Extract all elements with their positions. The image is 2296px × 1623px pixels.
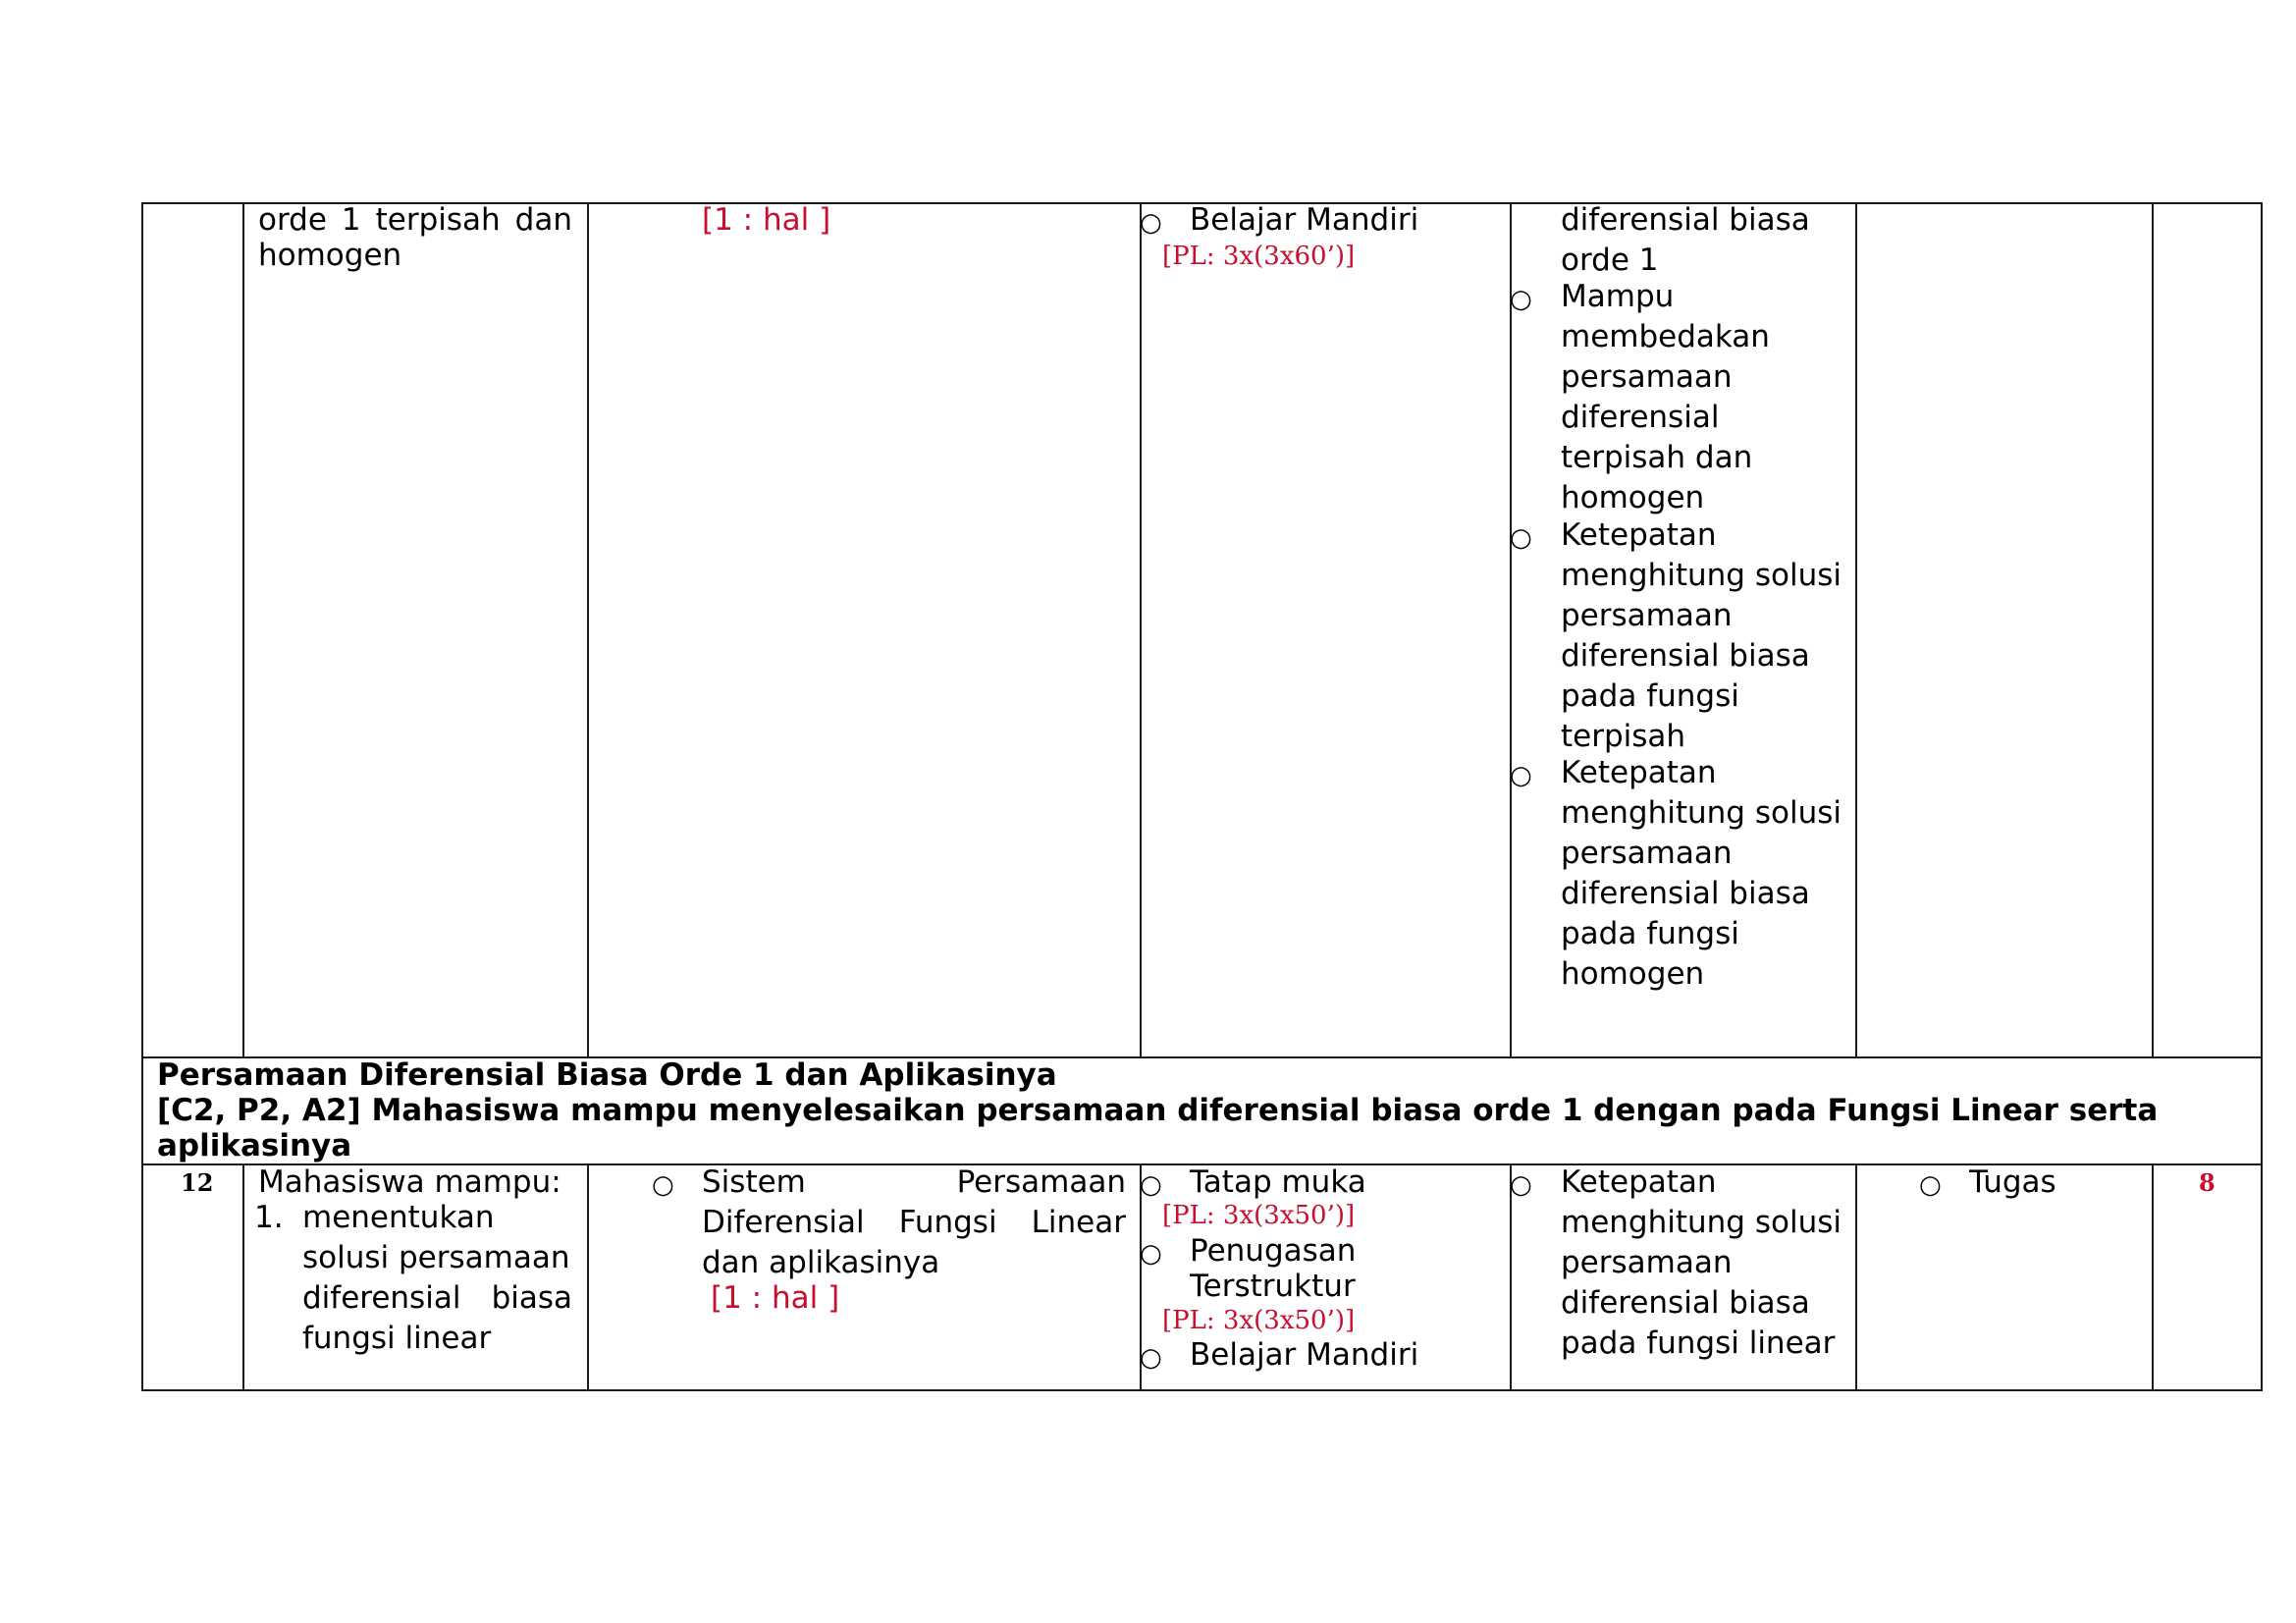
indicator-line: menghitung solusi (1561, 795, 1842, 831)
col3-line: Diferensial Fungsi Linear (702, 1205, 1126, 1240)
bullet-icon: ○ (1140, 1343, 1162, 1373)
indicator-line: Ketepatan (1561, 517, 1717, 553)
col-border (1510, 202, 1512, 1057)
indicator-line: homogen (1561, 956, 1705, 992)
indicator-line: persamaan (1561, 359, 1733, 395)
indicator-line: menghitung solusi (1561, 558, 1842, 593)
col2-intro: Mahasiswa mampu: (258, 1164, 561, 1200)
col-border (2152, 202, 2154, 1057)
bullet-icon: ○ (1140, 1239, 1162, 1269)
col-border (2152, 1163, 2154, 1390)
indicator-line: diferensial (1561, 400, 1720, 435)
indicator-line: diferensial biasa (1561, 1285, 1810, 1321)
col-border (242, 1163, 244, 1390)
indicator-line: diferensial biasa (1561, 638, 1810, 674)
activity-label: Terstruktur (1190, 1269, 1356, 1304)
indicator-line: membedakan (1561, 319, 1770, 354)
col2-line: solusi persamaan (302, 1240, 570, 1275)
pl-text: [PL: 3x(3x50’)] (1162, 1201, 1356, 1230)
list-number: 1. (254, 1200, 284, 1235)
col-border (242, 202, 244, 1057)
col2-line: diferensial biasa (302, 1280, 572, 1316)
bullet-icon: ○ (1510, 285, 1532, 314)
pl-text: [PL: 3x(3x60’)] (1162, 242, 1356, 271)
indicator-line: persamaan (1561, 1245, 1733, 1280)
indicator-line: diferensial biasa (1561, 876, 1810, 911)
col2-line: menentukan (302, 1200, 495, 1235)
col-border (1855, 202, 1857, 1057)
col2-line: homogen (258, 238, 402, 273)
col-border-left (141, 202, 143, 1391)
col2-line-justified: orde 1 terpisah dan (258, 202, 572, 238)
col3-line: dan aplikasinya (702, 1245, 940, 1280)
indicator-line: terpisah dan (1561, 440, 1753, 475)
bullet-icon: ○ (652, 1170, 674, 1200)
section-title: Persamaan Diferensial Biasa Orde 1 dan Aplikasinya (157, 1057, 1057, 1093)
col-border (587, 202, 589, 1057)
col2-line: fungsi linear (302, 1321, 492, 1356)
indicator-line: terpisah (1561, 719, 1686, 754)
indicator-line: diferensial biasa (1561, 202, 1810, 238)
col3-line: Sistem Persamaan (702, 1164, 1126, 1200)
section-subtitle: [C2, P2, A2] Mahasiswa mampu menyelesaikan persamaan diferensial biasa orde 1 dengan pada Fungsi Linear serta (157, 1093, 2159, 1128)
table-bottom-border (141, 1389, 2263, 1391)
assessment-form: Tugas (1969, 1164, 2056, 1200)
activity-label: Belajar Mandiri (1190, 202, 1419, 238)
bullet-icon: ○ (1919, 1170, 1942, 1200)
indicator-line: persamaan (1561, 836, 1733, 871)
bullet-icon: ○ (1140, 208, 1162, 238)
col-border (587, 1163, 589, 1390)
pl-text: [PL: 3x(3x50’)] (1162, 1306, 1356, 1335)
bullet-icon: ○ (1510, 1170, 1532, 1200)
bullet-icon: ○ (1510, 761, 1532, 790)
indicator-line: Ketepatan (1561, 1164, 1717, 1200)
indicator-line: pada fungsi (1561, 916, 1739, 951)
bullet-icon: ○ (1140, 1170, 1162, 1200)
weight-number: 8 (2199, 1168, 2216, 1197)
indicator-line: Ketepatan (1561, 755, 1717, 790)
week-number: 12 (181, 1168, 214, 1197)
col-border (1855, 1163, 1857, 1390)
reference-text: [1 : hal ] (711, 1280, 840, 1316)
indicator-line: homogen (1561, 480, 1705, 515)
reference-text: [1 : hal ] (702, 202, 831, 238)
indicator-line: pada fungsi linear (1561, 1325, 1836, 1361)
indicator-line: persamaan (1561, 598, 1733, 633)
indicator-line: orde 1 (1561, 243, 1659, 278)
activity-label: Penugasan (1190, 1233, 1357, 1269)
indicator-line: pada fungsi (1561, 678, 1739, 714)
col-border (1140, 202, 1142, 1057)
activity-label: Belajar Mandiri (1190, 1337, 1419, 1373)
activity-label: Tatap muka (1190, 1164, 1366, 1200)
bullet-icon: ○ (1510, 523, 1532, 553)
indicator-line: Mampu (1561, 279, 1675, 314)
indicator-line: menghitung solusi (1561, 1205, 1842, 1240)
col-border-right (2261, 202, 2263, 1391)
section-subtitle: aplikasinya (157, 1128, 352, 1163)
